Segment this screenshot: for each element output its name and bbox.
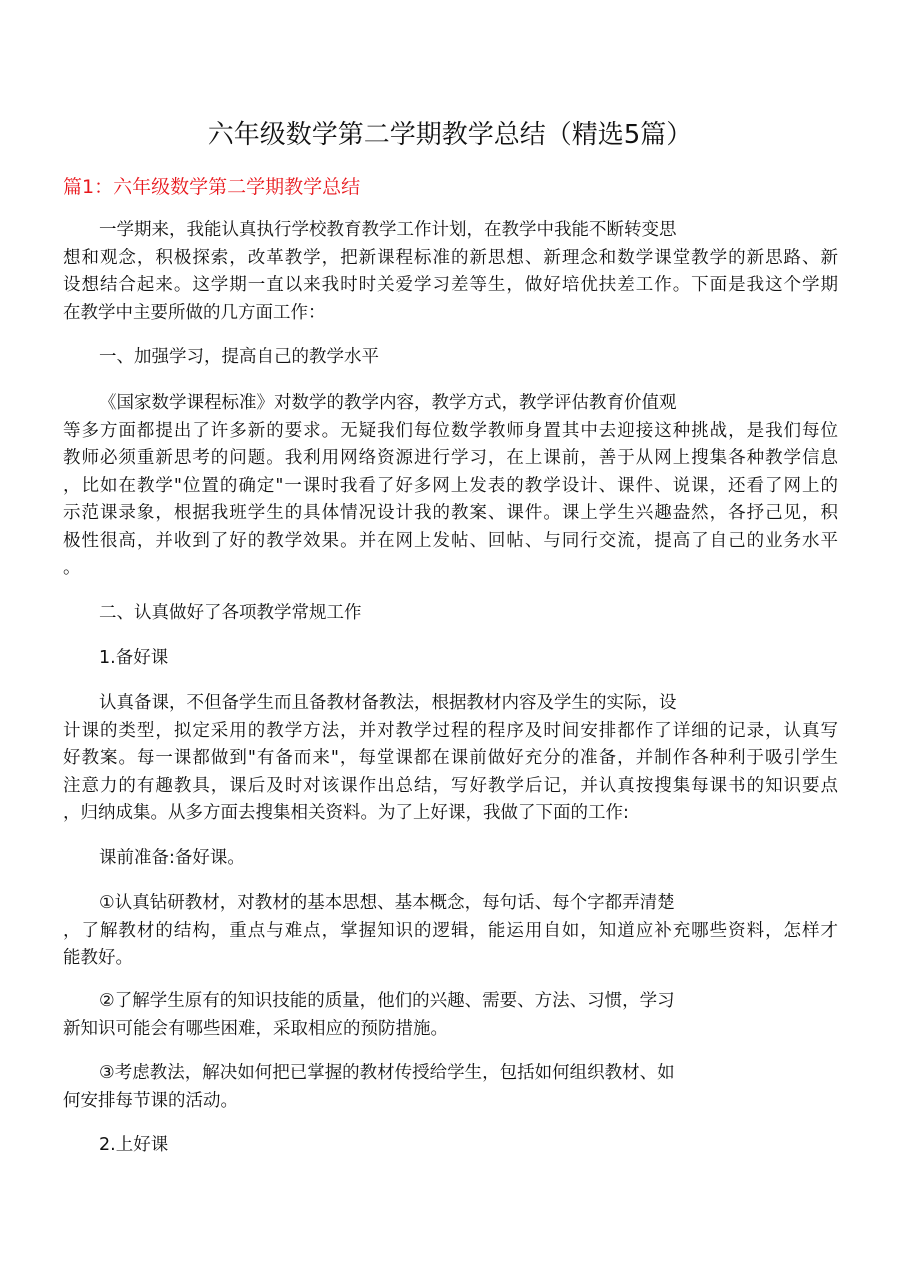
section-heading: 篇1：六年级数学第二学期教学总结 [63, 176, 361, 198]
paragraph [63, 600, 838, 628]
text-line: 等多方面都提出了许多新的要求。无疑我们每位数学教师身置其中去迎接这种挑战，是我们每位 [63, 420, 838, 441]
paragraph [63, 690, 838, 828]
text-line: 能教好。 [63, 948, 133, 968]
text-line: 。 [63, 558, 81, 578]
text-line: ，比如在教学"位置的确定"一课时我看了好多网上发表的教学设计、课件、说课，还看了网上的 [63, 475, 838, 496]
text-line: 好教案。每一课都做到"有备而来"，每堂课都在课前做好充分的准备，并制作各种利于吸引学生 [63, 748, 838, 768]
text-line: ，了解教材的结构，重点与难点，掌握知识的逻辑，能运用自如，知道应补充哪些资料，怎样才 [63, 920, 838, 941]
text-line: 教师必须重新思考的问题。我利用网络资源进行学习，在上课前，善于从网上搜集各种教学信息 [63, 448, 838, 468]
paragraph [63, 890, 838, 973]
text-line: 极性很高，并收到了好的教学效果。并在网上发帖、回帖、与同行交流，提高了自己的业务水平 [63, 530, 838, 551]
text-line: 《国家数学课程标准》对数学的教学内容，教学方式，教学评估教育价值观 [99, 393, 677, 413]
paragraph [63, 217, 838, 327]
paragraph [63, 645, 838, 673]
text-line: 一、加强学习，提高自己的教学水平 [99, 347, 379, 367]
text-line: 二、认真做好了各项教学常规工作 [99, 603, 362, 623]
text-line: ①认真钻研教材，对教材的基本思想、基本概念，每句话、每个字都弄清楚 [99, 893, 675, 913]
text-line: 在教学中主要所做的几方面工作： [63, 302, 326, 323]
text-line: 计课的类型，拟定采用的教学方法，并对教学过程的程序及时间安排都作了详细的记录，认真写 [63, 720, 838, 741]
text-line: ，归纳成集。从多方面去搜集相关资料。为了上好课，我做了下面的工作: [63, 803, 629, 823]
text-line: 设想结合起来。这学期一直以来我时时关爱学习差等生，做好培优扶差工作。下面是我这个学期 [63, 275, 838, 295]
text-line: 新知识可能会有哪些困难，采取相应的预防措施。 [63, 1018, 448, 1039]
document-title: 六年级数学第二学期教学总结（精选5篇） [207, 120, 693, 150]
text-line: 注意力的有趣教具，课后及时对该课作出总结，写好教学后记，并认真按搜集每课书的知识要点 [63, 775, 838, 796]
paragraph [63, 1060, 838, 1115]
text-line: 示范课录象，根据我班学生的具体情况设计我的教案、课件。课上学生兴趣盎然，各抒己见，积 [63, 503, 838, 523]
paragraph [63, 344, 838, 372]
text-line: ②了解学生原有的知识技能的质量，他们的兴趣、需要、方法、习惯，学习 [99, 991, 675, 1011]
text-line: 何安排每节课的活动。 [63, 1090, 238, 1111]
paragraph [63, 988, 838, 1043]
text-line: 2.上好课 [99, 1135, 169, 1155]
text-line: ③考虑教法，解决如何把已掌握的教材传授给学生，包括如何组织教材、如 [99, 1063, 675, 1083]
paragraph [63, 1132, 838, 1160]
text-line: 认真备课，不但备学生而且备教材备教法，根据教材内容及学生的实际，设 [99, 693, 677, 713]
text-line: 想和观念，积极探索，改革教学，把新课程标准的新思想、新理念和数学课堂教学的新思路、新 [63, 247, 838, 268]
paragraph [63, 845, 838, 873]
text-line: 1.备好课 [99, 648, 169, 668]
text-line: 一学期来，我能认真执行学校教育教学工作计划，在教学中我能不断转变思 [99, 220, 677, 240]
paragraph [63, 390, 838, 583]
text-line: 课前准备:备好课。 [99, 848, 245, 868]
